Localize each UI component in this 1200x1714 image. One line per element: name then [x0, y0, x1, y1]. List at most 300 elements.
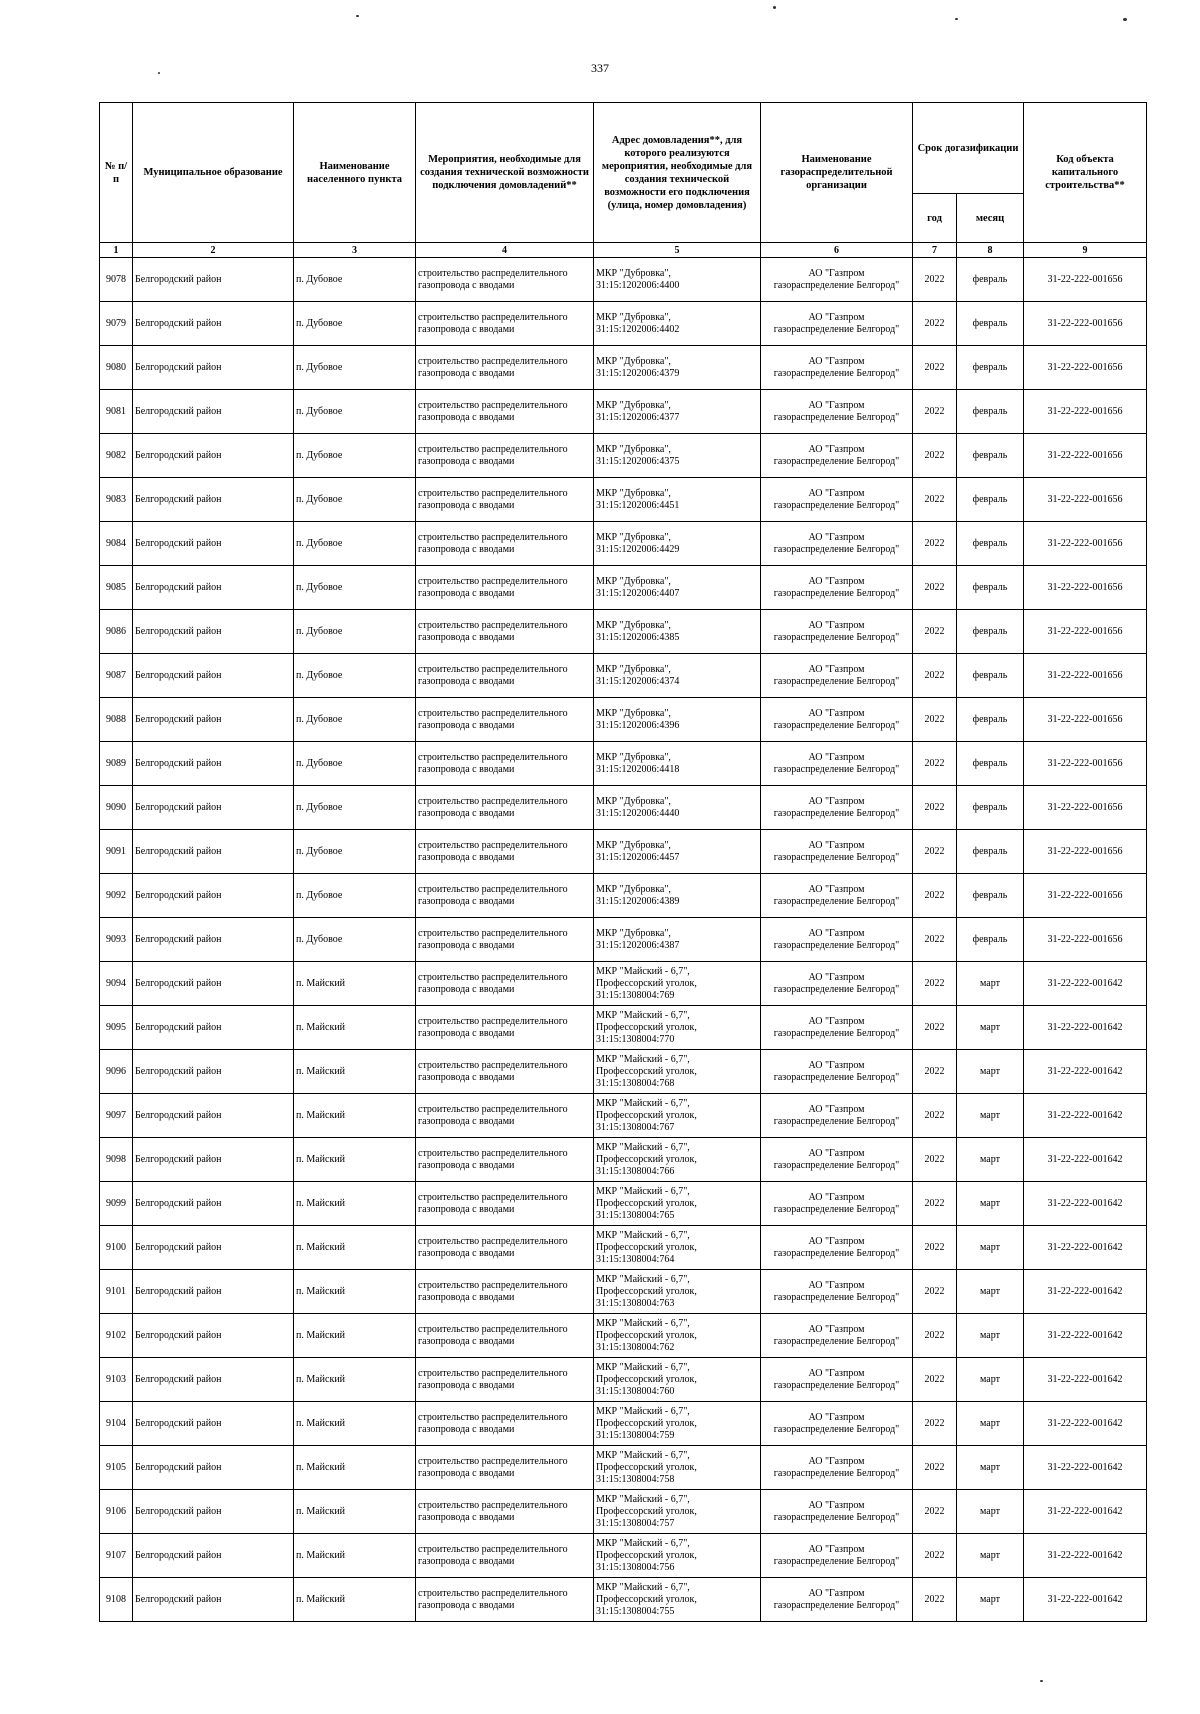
table-row: [100, 1050, 1147, 1094]
column-number: 9: [1024, 243, 1147, 258]
address-line: МКР "Дубровка",: [596, 575, 671, 587]
organization-cell: [761, 522, 913, 566]
address-cell: [594, 786, 761, 830]
organization-cell: [761, 1358, 913, 1402]
municipality-cell: Белгородский район: [133, 1182, 294, 1226]
address-line: 31:15:1308004:755: [596, 1605, 675, 1617]
table-row: [100, 1534, 1147, 1578]
organization-cell: [761, 1402, 913, 1446]
row-number: 9079: [100, 302, 133, 346]
municipality-cell: Белгородский район: [133, 1358, 294, 1402]
table-row: [100, 390, 1147, 434]
month-cell: март: [957, 1534, 1024, 1578]
activity-cell: строительство распределительного газопровода с вводами: [416, 962, 594, 1006]
year-cell: 2022: [913, 786, 957, 830]
table-row: [100, 1490, 1147, 1534]
locality-cell: п. Дубовое: [294, 434, 416, 478]
address-cell: [594, 1402, 761, 1446]
address-line: МКР "Дубровка",: [596, 839, 671, 851]
year-cell: 2022: [913, 1050, 957, 1094]
address-line: Профессорский уголок,: [596, 1461, 697, 1473]
organization-line: газораспределение Белгород": [773, 1203, 900, 1215]
month-cell: февраль: [957, 390, 1024, 434]
object-code-cell: 31-22-222-001656: [1024, 346, 1147, 390]
organization-cell: [761, 390, 913, 434]
activity-cell: строительство распределительного газопровода с вводами: [416, 918, 594, 962]
table-row: [100, 302, 1147, 346]
locality-cell: п. Майский: [294, 1446, 416, 1490]
header-organization: Наименование газораспределительной организации: [761, 103, 913, 243]
page-number: 337: [591, 61, 609, 75]
municipality-cell: Белгородский район: [133, 962, 294, 1006]
activity-cell: строительство распределительного газопровода с вводами: [416, 1578, 594, 1622]
month-cell: март: [957, 1490, 1024, 1534]
month-cell: февраль: [957, 610, 1024, 654]
month-cell: февраль: [957, 258, 1024, 302]
row-number: 9101: [100, 1270, 133, 1314]
locality-cell: п. Майский: [294, 962, 416, 1006]
address-line: МКР "Дубровка",: [596, 619, 671, 631]
organization-line: газораспределение Белгород": [773, 455, 900, 467]
organization-cell: [761, 786, 913, 830]
month-cell: февраль: [957, 918, 1024, 962]
address-line: Профессорский уголок,: [596, 977, 697, 989]
header-month: месяц: [957, 194, 1024, 243]
address-cell: [594, 1446, 761, 1490]
municipality-cell: Белгородский район: [133, 522, 294, 566]
year-cell: 2022: [913, 1402, 957, 1446]
address-line: 31:15:1202006:4377: [596, 411, 680, 423]
activity-cell: строительство распределительного газопровода с вводами: [416, 1050, 594, 1094]
activity-cell: строительство распределительного газопровода с вводами: [416, 1358, 594, 1402]
month-cell: март: [957, 1226, 1024, 1270]
year-cell: 2022: [913, 1534, 957, 1578]
organization-cell: [761, 698, 913, 742]
header-municipality: Муниципальное образование: [133, 103, 294, 243]
organization-line: АО "Газпром: [808, 355, 865, 367]
organization-line: АО "Газпром: [808, 1103, 865, 1115]
organization-cell: [761, 1226, 913, 1270]
organization-line: газораспределение Белгород": [773, 1511, 900, 1523]
activity-cell: строительство распределительного газопровода с вводами: [416, 1402, 594, 1446]
activity-cell: строительство распределительного газопровода с вводами: [416, 346, 594, 390]
organization-cell: [761, 1270, 913, 1314]
month-cell: февраль: [957, 566, 1024, 610]
municipality-cell: Белгородский район: [133, 258, 294, 302]
address-line: 31:15:1202006:4457: [596, 851, 680, 863]
activity-cell: строительство распределительного газопровода с вводами: [416, 390, 594, 434]
object-code-cell: 31-22-222-001656: [1024, 522, 1147, 566]
object-code-cell: 31-22-222-001642: [1024, 1006, 1147, 1050]
object-code-cell: 31-22-222-001656: [1024, 918, 1147, 962]
organization-line: АО "Газпром: [808, 751, 865, 763]
table-row: [100, 698, 1147, 742]
municipality-cell: Белгородский район: [133, 1138, 294, 1182]
locality-cell: п. Майский: [294, 1358, 416, 1402]
address-cell: [594, 1006, 761, 1050]
organization-line: газораспределение Белгород": [773, 1071, 900, 1083]
address-line: 31:15:1308004:763: [596, 1297, 675, 1309]
address-cell: [594, 522, 761, 566]
activity-cell: строительство распределительного газопровода с вводами: [416, 874, 594, 918]
organization-line: АО "Газпром: [808, 399, 865, 411]
column-number: 1: [100, 243, 133, 258]
object-code-cell: 31-22-222-001656: [1024, 786, 1147, 830]
year-cell: 2022: [913, 258, 957, 302]
table-row: [100, 434, 1147, 478]
address-line: 31:15:1308004:758: [596, 1473, 675, 1485]
year-cell: 2022: [913, 918, 957, 962]
object-code-cell: 31-22-222-001656: [1024, 610, 1147, 654]
table-row: [100, 478, 1147, 522]
scan-speck: [1040, 1680, 1043, 1682]
year-cell: 2022: [913, 1138, 957, 1182]
address-line: МКР "Майский - 6,7",: [596, 1273, 690, 1285]
locality-cell: п. Дубовое: [294, 874, 416, 918]
address-line: 31:15:1308004:768: [596, 1077, 675, 1089]
locality-cell: п. Майский: [294, 1138, 416, 1182]
row-number: 9081: [100, 390, 133, 434]
municipality-cell: Белгородский район: [133, 566, 294, 610]
object-code-cell: 31-22-222-001656: [1024, 434, 1147, 478]
year-cell: 2022: [913, 1270, 957, 1314]
row-number: 9088: [100, 698, 133, 742]
gasification-table: [99, 102, 1147, 1622]
municipality-cell: Белгородский район: [133, 1226, 294, 1270]
address-line: 31:15:1308004:767: [596, 1121, 675, 1133]
address-line: МКР "Дубровка",: [596, 883, 671, 895]
object-code-cell: 31-22-222-001642: [1024, 1402, 1147, 1446]
address-line: МКР "Майский - 6,7",: [596, 1361, 690, 1373]
municipality-cell: Белгородский район: [133, 1578, 294, 1622]
activity-cell: строительство распределительного газопровода с вводами: [416, 1006, 594, 1050]
organization-line: АО "Газпром: [808, 1015, 865, 1027]
year-cell: 2022: [913, 1490, 957, 1534]
object-code-cell: 31-22-222-001656: [1024, 742, 1147, 786]
address-line: 31:15:1308004:766: [596, 1165, 675, 1177]
row-number: 9089: [100, 742, 133, 786]
scan-speck: [955, 18, 958, 20]
address-line: 31:15:1308004:756: [596, 1561, 675, 1573]
locality-cell: п. Майский: [294, 1050, 416, 1094]
organization-line: газораспределение Белгород": [773, 1247, 900, 1259]
month-cell: март: [957, 1138, 1024, 1182]
header-locality: Наименование населенного пункта: [294, 103, 416, 243]
header-code: Код объекта капитального строительства**: [1024, 103, 1147, 243]
object-code-cell: 31-22-222-001642: [1024, 1226, 1147, 1270]
address-line: 31:15:1202006:4396: [596, 719, 680, 731]
activity-cell: строительство распределительного газопровода с вводами: [416, 1270, 594, 1314]
address-line: 31:15:1308004:760: [596, 1385, 675, 1397]
month-cell: февраль: [957, 346, 1024, 390]
address-line: МКР "Дубровка",: [596, 487, 671, 499]
municipality-cell: Белгородский район: [133, 874, 294, 918]
organization-cell: [761, 1138, 913, 1182]
activity-cell: строительство распределительного газопровода с вводами: [416, 478, 594, 522]
address-line: Профессорский уголок,: [596, 1505, 697, 1517]
column-number: 3: [294, 243, 416, 258]
organization-line: газораспределение Белгород": [773, 1423, 900, 1435]
month-cell: март: [957, 1270, 1024, 1314]
address-line: Профессорский уголок,: [596, 1241, 697, 1253]
activity-cell: строительство распределительного газопровода с вводами: [416, 698, 594, 742]
municipality-cell: Белгородский район: [133, 302, 294, 346]
scan-speck: [356, 15, 359, 17]
object-code-cell: 31-22-222-001656: [1024, 258, 1147, 302]
scan-speck: [158, 72, 160, 74]
table-row: [100, 1270, 1147, 1314]
address-line: 31:15:1202006:4374: [596, 675, 680, 687]
organization-line: АО "Газпром: [808, 487, 865, 499]
object-code-cell: 31-22-222-001642: [1024, 1138, 1147, 1182]
organization-line: АО "Газпром: [808, 531, 865, 543]
year-cell: 2022: [913, 1578, 957, 1622]
municipality-cell: Белгородский район: [133, 1534, 294, 1578]
row-number: 9091: [100, 830, 133, 874]
row-number: 9078: [100, 258, 133, 302]
organization-cell: [761, 1182, 913, 1226]
year-cell: 2022: [913, 522, 957, 566]
municipality-cell: Белгородский район: [133, 610, 294, 654]
year-cell: 2022: [913, 962, 957, 1006]
address-line: МКР "Майский - 6,7",: [596, 1141, 690, 1153]
header-address: Адрес домовладения**, для которого реализуются мероприятия, необходимые для создания технической возможности его подключения (улица, номер домовладения): [594, 103, 761, 243]
address-cell: [594, 874, 761, 918]
header-year: год: [913, 194, 957, 243]
address-line: МКР "Майский - 6,7",: [596, 1229, 690, 1241]
address-cell: [594, 698, 761, 742]
month-cell: март: [957, 1094, 1024, 1138]
locality-cell: п. Майский: [294, 1270, 416, 1314]
locality-cell: п. Майский: [294, 1182, 416, 1226]
month-cell: февраль: [957, 478, 1024, 522]
address-line: МКР "Майский - 6,7",: [596, 1493, 690, 1505]
organization-line: газораспределение Белгород": [773, 1159, 900, 1171]
address-cell: [594, 1094, 761, 1138]
row-number: 9107: [100, 1534, 133, 1578]
locality-cell: п. Майский: [294, 1226, 416, 1270]
object-code-cell: 31-22-222-001642: [1024, 1050, 1147, 1094]
organization-cell: [761, 962, 913, 1006]
address-line: 31:15:1202006:4429: [596, 543, 680, 555]
object-code-cell: 31-22-222-001642: [1024, 1094, 1147, 1138]
organization-line: газораспределение Белгород": [773, 367, 900, 379]
address-line: МКР "Майский - 6,7",: [596, 1317, 690, 1329]
organization-line: газораспределение Белгород": [773, 807, 900, 819]
activity-cell: строительство распределительного газопровода с вводами: [416, 1446, 594, 1490]
address-cell: [594, 1050, 761, 1094]
table-row: [100, 1314, 1147, 1358]
address-line: 31:15:1308004:759: [596, 1429, 675, 1441]
locality-cell: п. Майский: [294, 1094, 416, 1138]
locality-cell: п. Дубовое: [294, 698, 416, 742]
header-activity: Мероприятия, необходимые для создания технической возможности подключения домовладений**: [416, 103, 594, 243]
organization-line: АО "Газпром: [808, 883, 865, 895]
row-number: 9098: [100, 1138, 133, 1182]
organization-line: газораспределение Белгород": [773, 1291, 900, 1303]
organization-line: газораспределение Белгород": [773, 1335, 900, 1347]
organization-cell: [761, 302, 913, 346]
address-cell: [594, 478, 761, 522]
object-code-cell: 31-22-222-001642: [1024, 1490, 1147, 1534]
municipality-cell: Белгородский район: [133, 1490, 294, 1534]
address-line: МКР "Дубровка",: [596, 531, 671, 543]
organization-line: АО "Газпром: [808, 1543, 865, 1555]
address-line: Профессорский уголок,: [596, 1593, 697, 1605]
activity-cell: строительство распределительного газопровода с вводами: [416, 258, 594, 302]
organization-cell: [761, 1446, 913, 1490]
municipality-cell: Белгородский район: [133, 742, 294, 786]
year-cell: 2022: [913, 610, 957, 654]
address-line: 31:15:1202006:4407: [596, 587, 680, 599]
address-line: МКР "Дубровка",: [596, 355, 671, 367]
municipality-cell: Белгородский район: [133, 698, 294, 742]
organization-line: газораспределение Белгород": [773, 763, 900, 775]
address-line: МКР "Майский - 6,7",: [596, 1053, 690, 1065]
address-line: 31:15:1202006:4387: [596, 939, 680, 951]
row-number: 9099: [100, 1182, 133, 1226]
table-body: [100, 258, 1147, 1622]
address-line: МКР "Дубровка",: [596, 267, 671, 279]
row-number: 9097: [100, 1094, 133, 1138]
address-line: МКР "Дубровка",: [596, 443, 671, 455]
organization-line: АО "Газпром: [808, 839, 865, 851]
table-row: [100, 654, 1147, 698]
activity-cell: строительство распределительного газопровода с вводами: [416, 434, 594, 478]
activity-cell: строительство распределительного газопровода с вводами: [416, 1182, 594, 1226]
month-cell: март: [957, 1446, 1024, 1490]
address-line: 31:15:1308004:770: [596, 1033, 675, 1045]
address-cell: [594, 346, 761, 390]
row-number: 9083: [100, 478, 133, 522]
year-cell: 2022: [913, 1006, 957, 1050]
month-cell: март: [957, 1050, 1024, 1094]
month-cell: февраль: [957, 786, 1024, 830]
organization-cell: [761, 874, 913, 918]
object-code-cell: 31-22-222-001642: [1024, 1314, 1147, 1358]
address-line: Профессорский уголок,: [596, 1109, 697, 1121]
row-number: 9085: [100, 566, 133, 610]
organization-line: газораспределение Белгород": [773, 675, 900, 687]
address-line: Профессорский уголок,: [596, 1153, 697, 1165]
locality-cell: п. Майский: [294, 1314, 416, 1358]
year-cell: 2022: [913, 830, 957, 874]
address-line: Профессорский уголок,: [596, 1373, 697, 1385]
locality-cell: п. Майский: [294, 1490, 416, 1534]
municipality-cell: Белгородский район: [133, 390, 294, 434]
row-number: 9108: [100, 1578, 133, 1622]
municipality-cell: Белгородский район: [133, 1314, 294, 1358]
organization-line: газораспределение Белгород": [773, 983, 900, 995]
address-cell: [594, 654, 761, 698]
address-cell: [594, 1578, 761, 1622]
organization-line: газораспределение Белгород": [773, 411, 900, 423]
object-code-cell: 31-22-222-001656: [1024, 478, 1147, 522]
address-line: 31:15:1202006:4451: [596, 499, 680, 511]
organization-line: газораспределение Белгород": [773, 1467, 900, 1479]
organization-cell: [761, 830, 913, 874]
organization-line: АО "Газпром: [808, 619, 865, 631]
organization-line: АО "Газпром: [808, 1059, 865, 1071]
organization-cell: [761, 918, 913, 962]
municipality-cell: Белгородский район: [133, 434, 294, 478]
municipality-cell: Белгородский район: [133, 1270, 294, 1314]
column-number: 6: [761, 243, 913, 258]
month-cell: март: [957, 1006, 1024, 1050]
table-row: [100, 610, 1147, 654]
table-row: [100, 258, 1147, 302]
organization-line: газораспределение Белгород": [773, 323, 900, 335]
table-row: [100, 874, 1147, 918]
organization-cell: [761, 346, 913, 390]
address-line: Профессорский уголок,: [596, 1021, 697, 1033]
organization-line: АО "Газпром: [808, 267, 865, 279]
row-number: 9084: [100, 522, 133, 566]
month-cell: февраль: [957, 874, 1024, 918]
object-code-cell: 31-22-222-001656: [1024, 874, 1147, 918]
organization-line: АО "Газпром: [808, 1279, 865, 1291]
address-cell: [594, 1182, 761, 1226]
address-cell: [594, 258, 761, 302]
row-number: 9092: [100, 874, 133, 918]
address-line: МКР "Майский - 6,7",: [596, 1009, 690, 1021]
object-code-cell: 31-22-222-001642: [1024, 962, 1147, 1006]
locality-cell: п. Дубовое: [294, 478, 416, 522]
organization-line: АО "Газпром: [808, 663, 865, 675]
object-code-cell: 31-22-222-001642: [1024, 1182, 1147, 1226]
address-line: 31:15:1308004:762: [596, 1341, 675, 1353]
address-line: 31:15:1202006:4375: [596, 455, 680, 467]
municipality-cell: Белгородский район: [133, 1446, 294, 1490]
activity-cell: строительство распределительного газопровода с вводами: [416, 302, 594, 346]
address-cell: [594, 1226, 761, 1270]
organization-line: АО "Газпром: [808, 311, 865, 323]
organization-cell: [761, 1490, 913, 1534]
organization-line: АО "Газпром: [808, 1147, 865, 1159]
row-number: 9094: [100, 962, 133, 1006]
object-code-cell: 31-22-222-001656: [1024, 302, 1147, 346]
locality-cell: п. Дубовое: [294, 302, 416, 346]
municipality-cell: Белгородский район: [133, 1006, 294, 1050]
address-line: 31:15:1202006:4389: [596, 895, 680, 907]
address-line: МКР "Майский - 6,7",: [596, 1581, 690, 1593]
address-line: 31:15:1202006:4418: [596, 763, 680, 775]
municipality-cell: Белгородский район: [133, 654, 294, 698]
address-line: 31:15:1308004:757: [596, 1517, 675, 1529]
year-cell: 2022: [913, 1226, 957, 1270]
month-cell: февраль: [957, 302, 1024, 346]
address-line: МКР "Майский - 6,7",: [596, 1185, 690, 1197]
organization-line: АО "Газпром: [808, 927, 865, 939]
organization-cell: [761, 1578, 913, 1622]
row-number: 9100: [100, 1226, 133, 1270]
month-cell: март: [957, 1358, 1024, 1402]
row-number: 9093: [100, 918, 133, 962]
organization-line: газораспределение Белгород": [773, 895, 900, 907]
object-code-cell: 31-22-222-001642: [1024, 1534, 1147, 1578]
address-cell: [594, 1270, 761, 1314]
locality-cell: п. Дубовое: [294, 566, 416, 610]
table-row: [100, 1094, 1147, 1138]
month-cell: март: [957, 1578, 1024, 1622]
row-number: 9086: [100, 610, 133, 654]
address-line: 31:15:1308004:764: [596, 1253, 675, 1265]
address-line: Профессорский уголок,: [596, 1417, 697, 1429]
organization-line: АО "Газпром: [808, 1323, 865, 1335]
activity-cell: строительство распределительного газопровода с вводами: [416, 566, 594, 610]
row-number: 9105: [100, 1446, 133, 1490]
organization-cell: [761, 1094, 913, 1138]
